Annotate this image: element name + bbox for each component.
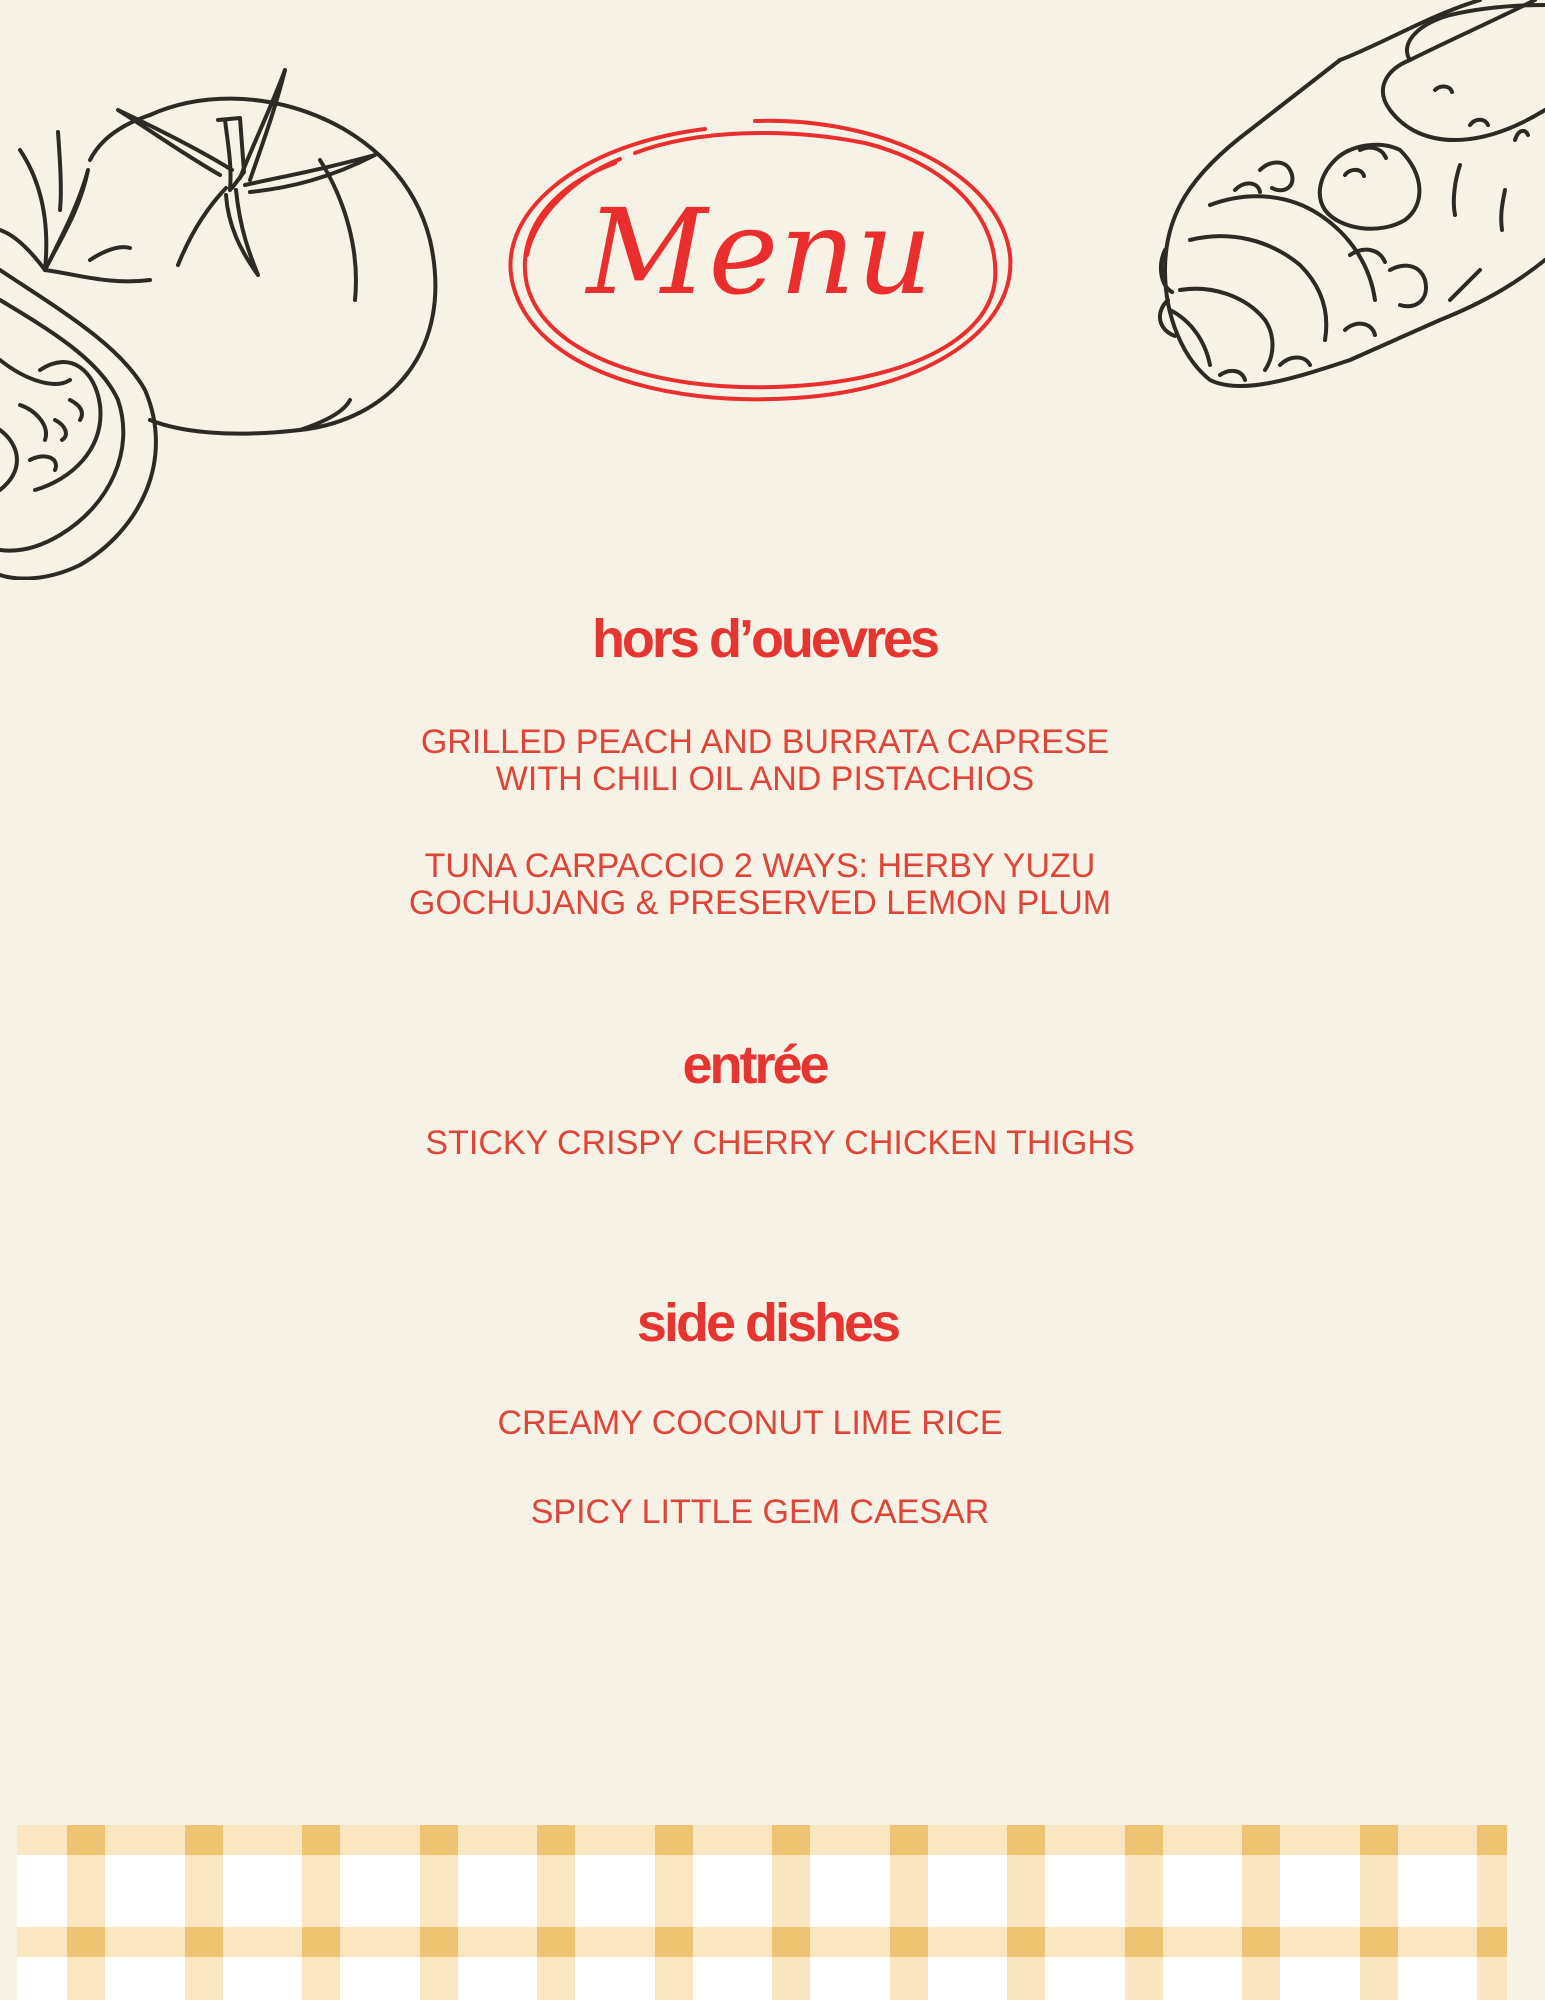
- menu-item: [380, 724, 1150, 798]
- gingham-stripe: [17, 1825, 1507, 1855]
- menu-item-line: SPICY LITTLE GEM CAESAR: [530, 1493, 990, 1531]
- gingham-crossing: [1477, 1927, 1507, 1957]
- section-heading-hors-doeuvres: hors d’ouevres: [591, 609, 938, 669]
- menu-item-line: GRILLED PEACH AND BURRATA CAPRESE: [420, 723, 1110, 761]
- gingham-crossing: [1360, 1927, 1398, 1957]
- gingham-crossing: [1125, 1927, 1163, 1957]
- gingham-crossing: [1242, 1825, 1280, 1855]
- page-title: Menu: [586, 183, 934, 321]
- menu-item-line: WITH CHILI OIL AND PISTACHIOS: [495, 760, 1035, 798]
- menu-item: [380, 848, 1140, 922]
- menu-item: [460, 1494, 1060, 1531]
- section-heading-side-dishes: side dishes: [636, 1293, 899, 1353]
- gingham-crossing: [890, 1927, 928, 1957]
- section-heading-entree: entrée: [682, 1035, 827, 1095]
- menu-item: [450, 1405, 1050, 1442]
- gingham-crossing: [302, 1825, 340, 1855]
- gingham-crossing: [1125, 1825, 1163, 1855]
- menu-title-badge: [505, 115, 1015, 415]
- gingham-crossing: [185, 1927, 223, 1957]
- gingham-crossing: [655, 1825, 693, 1855]
- gingham-crossing: [185, 1825, 223, 1855]
- menu-item-line: CREAMY COCONUT LIME RICE: [497, 1404, 1003, 1442]
- gingham-crossing: [537, 1927, 575, 1957]
- burrito-icon: [1150, 0, 1545, 400]
- menu-item-line: STICKY CRISPY CHERRY CHICKEN THIGHS: [425, 1124, 1135, 1162]
- gingham-crossing: [1360, 1825, 1398, 1855]
- gingham-pattern: [17, 1825, 1507, 2000]
- gingham-crossing: [67, 1927, 105, 1957]
- tomato-icon: [0, 60, 450, 580]
- gingham-stripe: [17, 1927, 1507, 1957]
- gingham-crossing: [772, 1927, 810, 1957]
- gingham-crossing: [420, 1825, 458, 1855]
- menu-item-line: TUNA CARPACCIO 2 WAYS: HERBY YUZU: [424, 847, 1096, 885]
- gingham-crossing: [420, 1927, 458, 1957]
- gingham-crossing: [67, 1825, 105, 1855]
- menu-item: [380, 1125, 1180, 1162]
- gingham-crossing: [890, 1825, 928, 1855]
- gingham-crossing: [655, 1927, 693, 1957]
- gingham-crossing: [1477, 1825, 1507, 1855]
- gingham-crossing: [1007, 1825, 1045, 1855]
- gingham-crossing: [772, 1825, 810, 1855]
- gingham-crossing: [1007, 1927, 1045, 1957]
- gingham-crossing: [1242, 1927, 1280, 1957]
- menu-item-line: GOCHUJANG & PRESERVED LEMON PLUM: [408, 884, 1112, 922]
- gingham-crossing: [537, 1825, 575, 1855]
- gingham-crossing: [302, 1927, 340, 1957]
